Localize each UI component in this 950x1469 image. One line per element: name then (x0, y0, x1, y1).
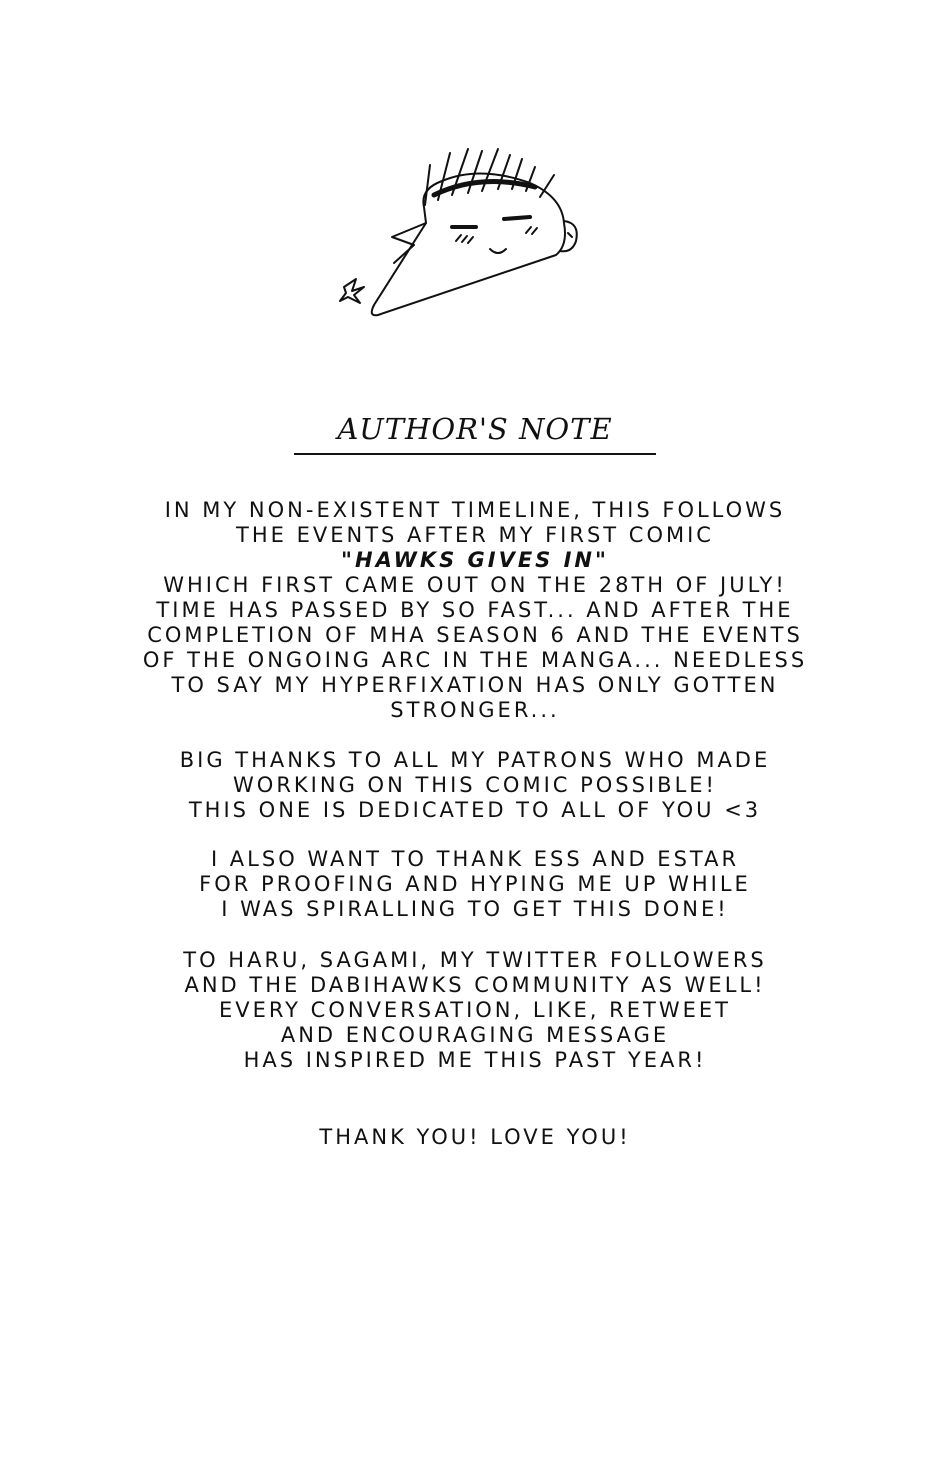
text-line: FOR PROOFING AND HYPING ME UP WHILE (199, 872, 751, 896)
text-line: EVERY CONVERSATION, LIKE, RETWEET (219, 998, 731, 1022)
paragraph-thanks (0, 1125, 950, 1150)
comic-title: "HAWKS GIVES IN" (341, 548, 609, 572)
text-line: THIS ONE IS DEDICATED TO ALL OF YOU <3 (188, 798, 762, 822)
text-line: WHICH FIRST CAME OUT ON THE 28TH OF JULY! (163, 573, 787, 597)
text-line: TO HARU, SAGAMI, MY TWITTER FOLLOWERS (183, 948, 767, 972)
text-line: THE EVENTS AFTER MY FIRST COMIC (236, 523, 714, 547)
title-underline (294, 453, 656, 455)
text-line: STRONGER... (390, 698, 560, 722)
text-line: TIME HAS PASSED BY SO FAST... AND AFTER THE (156, 598, 794, 622)
text-line: I ALSO WANT TO THANK ESS AND ESTAR (210, 847, 740, 871)
chibi-head-doodle (330, 145, 610, 330)
text-line: AND ENCOURAGING MESSAGE (280, 1023, 670, 1047)
text-line: TO SAY MY HYPERFIXATION HAS ONLY GOTTEN (171, 673, 779, 697)
text-line: IN MY NON-EXISTENT TIMELINE, THIS FOLLOWS (164, 498, 786, 522)
paragraph-patrons (0, 748, 950, 823)
text-line: OF THE ONGOING ARC IN THE MANGA... NEEDLESS (142, 648, 808, 672)
text-line: WORKING ON THIS COMIC POSSIBLE! (233, 773, 717, 797)
author-note-body (0, 498, 950, 1150)
paragraph-timeline (0, 498, 950, 723)
text-line: AND THE DABIHAWKS COMMUNITY AS WELL! (184, 973, 766, 997)
text-line: THANK YOU! LOVE YOU! (319, 1125, 631, 1149)
page-title: AUTHOR'S NOTE (337, 412, 613, 446)
paragraph-proofreaders (0, 847, 950, 922)
text-line: BIG THANKS TO ALL MY PATRONS WHO MADE (179, 748, 771, 772)
paragraph-community (0, 948, 950, 1073)
text-line: I WAS SPIRALLING TO GET THIS DONE! (221, 897, 729, 921)
text-line: HAS INSPIRED ME THIS PAST YEAR! (243, 1048, 707, 1072)
text-line: COMPLETION OF MHA SEASON 6 AND THE EVENTS (147, 623, 803, 647)
